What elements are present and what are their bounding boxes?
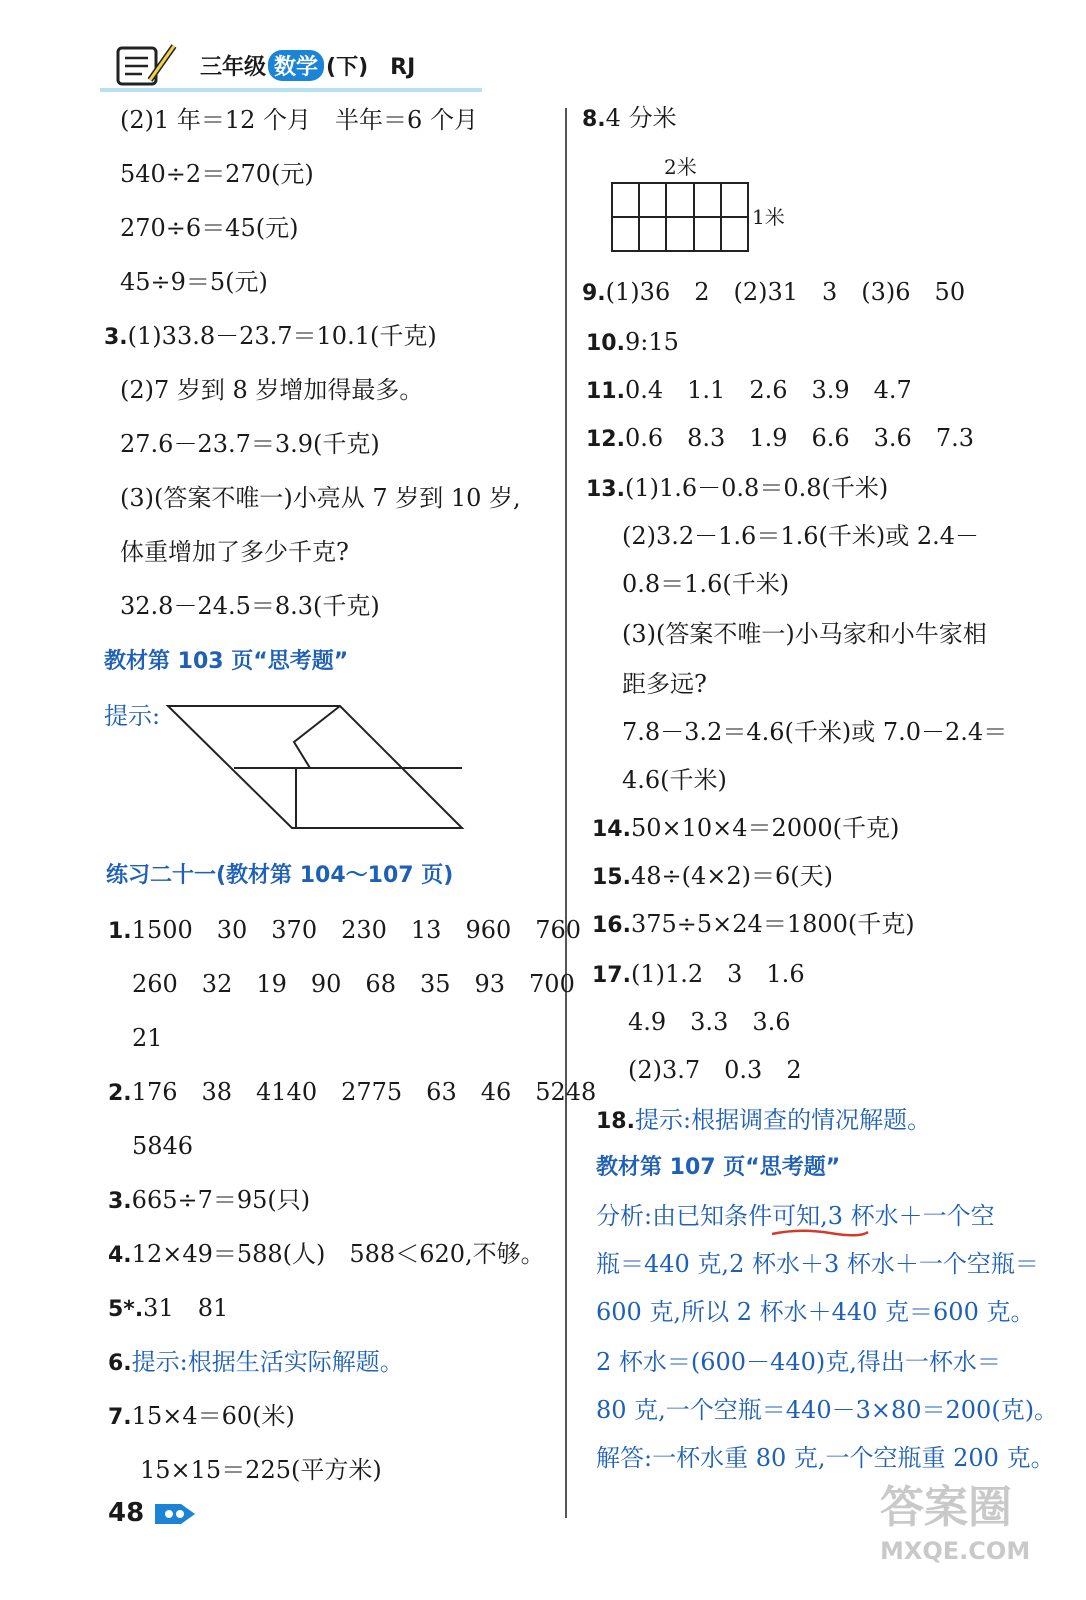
section-heading-107: 教材第 107 页“思考题”: [596, 1155, 841, 1180]
question-6: [108, 1346, 404, 1380]
question-number: 17.: [592, 963, 631, 988]
watermark-main: 答案圈: [880, 1482, 1012, 1533]
question-8: [582, 102, 677, 136]
question-number: 14.: [592, 817, 631, 842]
question-13-line-4: (3)(答案不唯一)小马家和小牛家相: [622, 620, 987, 648]
answer-text: 48÷(4×2)＝6(天): [630, 862, 834, 890]
parallelogram-diagram: [160, 700, 470, 840]
question-number: 5*.: [108, 1297, 144, 1322]
question-number: 3.: [108, 1189, 132, 1214]
answer-text: 0.6 8.3 1.9 6.6 3.6 7.3: [624, 424, 974, 452]
page-number-text: 48: [108, 1498, 145, 1528]
question-18: [596, 1104, 931, 1138]
question-2-line-2: 5846: [132, 1132, 194, 1160]
left-line-10: 32.8－24.5＝8.3(千克): [120, 592, 380, 620]
left-line-3: 270÷6＝45(元): [120, 214, 299, 242]
question-15: [592, 860, 833, 894]
answer-text: 0.4 1.1 2.6 3.9 4.7: [624, 376, 912, 404]
question-number: 2.: [108, 1081, 132, 1106]
question-number: 1.: [108, 919, 132, 944]
answer-text: (1)1.2 3 1.6: [630, 960, 805, 988]
question-13-line-6: 7.8－3.2＝4.6(千米)或 7.0－2.4＝: [622, 718, 1008, 746]
question-1: [108, 914, 581, 948]
question-number: 12.: [586, 427, 625, 452]
question-17-line-3: (2)3.7 0.3 2: [628, 1056, 802, 1084]
answer-text: 176 38 4140 2775 63 46 5248: [131, 1078, 597, 1106]
question-number: 13.: [586, 477, 625, 502]
question-5: [108, 1292, 228, 1326]
question-16: [592, 908, 915, 942]
question-number: 18.: [596, 1109, 635, 1134]
analysis-line-2: 瓶＝440 克,2 杯水＋3 杯水＋一个空瓶＝: [596, 1250, 1039, 1278]
header-underline: [100, 88, 482, 92]
header-subject: 数学: [268, 50, 324, 81]
page-header: [100, 40, 490, 95]
answer-text: 15×4＝60(米): [131, 1402, 295, 1430]
question-3: [104, 320, 437, 354]
question-13-line-7: 4.6(千米): [622, 766, 727, 794]
answer-text: 提示:根据调查的情况解题。: [634, 1106, 932, 1134]
question-11: [586, 374, 912, 408]
question-13: [586, 472, 888, 506]
question-3b: [108, 1184, 310, 1218]
question-17: [592, 958, 805, 992]
section-heading-103: 教材第 103 页“思考题”: [104, 649, 349, 674]
answer-text: 12×49＝588(人) 588＜620,不够。: [131, 1240, 545, 1268]
question-number: 7.: [108, 1405, 132, 1430]
analysis-line-3: 600 克,所以 2 杯水＋440 克＝600 克。: [596, 1298, 1035, 1326]
section-heading-exercise-21: 练习二十一(教材第 104～107 页): [106, 863, 454, 888]
question-17-line-2: 4.9 3.3 3.6: [628, 1008, 791, 1036]
question-number: 4.: [108, 1243, 132, 1268]
notebook-pencil-icon: [110, 40, 180, 90]
question-9: [582, 276, 965, 310]
page-number-arrow-icon: [153, 1501, 197, 1527]
answer-text: (1)36 2 (2)31 3 (3)6 50: [605, 278, 966, 306]
question-1-line-2: 260 32 19 90 68 35 93 700: [132, 970, 575, 998]
question-number: 10.: [586, 331, 625, 356]
question-13-line-5: 距多远?: [622, 670, 707, 698]
header-title: [200, 50, 415, 81]
question-13-line-2: (2)3.2－1.6＝1.6(千米)或 2.4－: [622, 522, 980, 550]
left-line-7: 27.6－23.7＝3.9(千克): [120, 430, 380, 458]
question-13-line-3: 0.8＝1.6(千米): [622, 570, 790, 598]
answer-text: 375÷5×24＝1800(千克): [630, 910, 915, 938]
question-number: 6.: [108, 1351, 132, 1376]
question-number: 9.: [582, 281, 606, 306]
left-line-4: 45÷9＝5(元): [120, 268, 268, 296]
question-1-line-3: 21: [132, 1024, 163, 1052]
grid-rectangle-diagram: [600, 150, 800, 260]
left-line-1: (2)1 年＝12 个月 半年＝6 个月: [120, 106, 478, 134]
answer-text: 9:15: [624, 328, 679, 356]
answer-text: 50×10×4＝2000(千克): [630, 814, 900, 842]
left-line-9: 体重增加了多少千克?: [120, 538, 349, 566]
question-number: 15.: [592, 865, 631, 890]
header-edition: RJ: [390, 55, 416, 80]
watermark-sub: MXQE.COM: [880, 1537, 1031, 1565]
answer-text: (1)1.6－0.8＝0.8(千米): [624, 474, 889, 502]
left-line-8: (3)(答案不唯一)小亮从 7 岁到 10 岁,: [120, 484, 521, 512]
header-grade: 三年级: [200, 55, 267, 80]
red-underline-mark: [770, 1226, 870, 1238]
answer-text: 665÷7＝95(只): [131, 1186, 311, 1214]
answer-text: 31 81: [143, 1294, 229, 1322]
question-10: [586, 326, 679, 360]
question-12: [586, 422, 974, 456]
analysis-line-5: 80 克,一个空瓶＝440－3×80＝200(克)。: [596, 1396, 1059, 1424]
analysis-line-4: 2 杯水＝(600－440)克,得出一杯水＝: [596, 1348, 1001, 1376]
question-number: 8.: [582, 107, 606, 132]
answer-text: (1)33.8－23.7＝10.1(千克): [127, 322, 437, 350]
question-2: [108, 1076, 596, 1110]
question-7: [108, 1400, 295, 1434]
hint-label: 提示:: [104, 702, 161, 730]
question-number: 3.: [104, 325, 128, 350]
header-volume: (下): [326, 55, 369, 80]
question-4: [108, 1238, 545, 1272]
answer-text: 4 分米: [605, 104, 677, 132]
analysis-line-1: 分析:由已知条件可知,3 杯水＋一个空: [596, 1202, 995, 1230]
answer-line: 解答:一杯水重 80 克,一个空瓶重 200 克。: [596, 1444, 1055, 1472]
figure-height-label: 1米: [752, 205, 785, 229]
question-14: [592, 812, 899, 846]
watermark: [880, 1480, 1070, 1590]
answer-text: 1500 30 370 230 13 960 760: [131, 916, 582, 944]
figure-width-label: 2米: [664, 155, 697, 179]
question-7-line-2: 15×15＝225(平方米): [140, 1456, 382, 1484]
left-line-6: (2)7 岁到 8 岁增加得最多。: [120, 376, 424, 404]
answer-text: 提示:根据生活实际解题。: [131, 1348, 404, 1376]
left-line-2: 540÷2＝270(元): [120, 160, 314, 188]
page-number: [108, 1498, 197, 1528]
question-number: 16.: [592, 913, 631, 938]
question-number: 11.: [586, 379, 625, 404]
column-divider: [565, 108, 567, 1518]
